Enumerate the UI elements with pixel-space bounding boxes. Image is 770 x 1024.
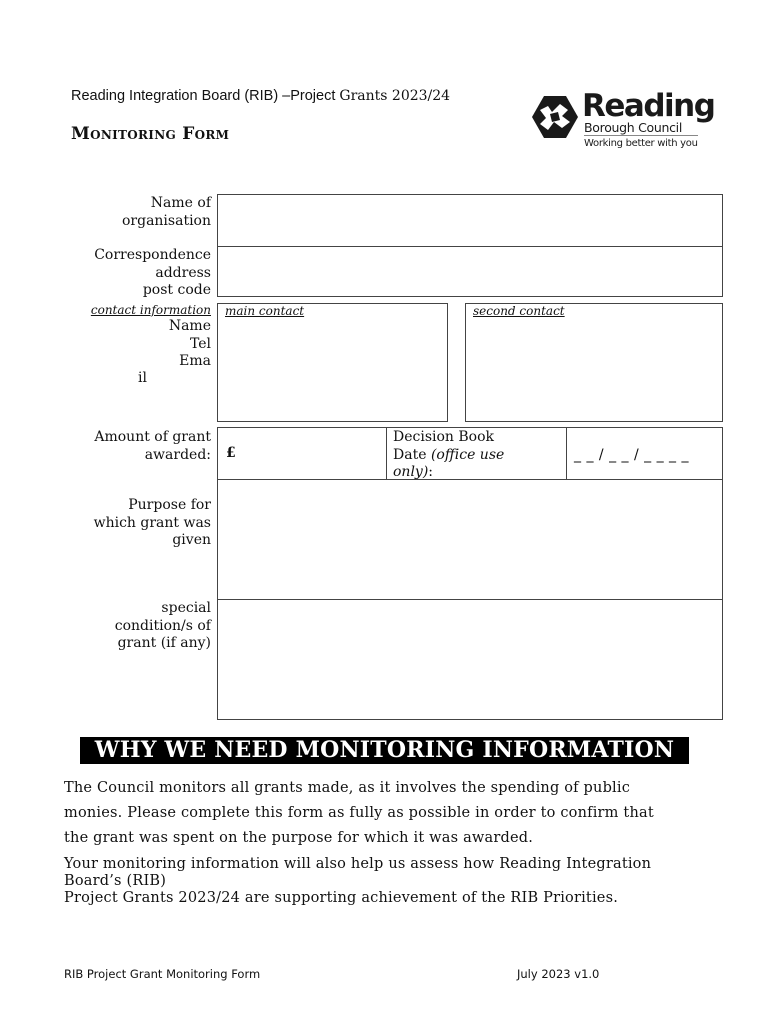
decision-date-field[interactable]: _ _ / _ _ / _ _ _ _	[574, 447, 689, 463]
contact-info-label: contact information Name Tel Ema	[90, 303, 211, 369]
para1-line3: the grant was spent on the purpose for which it was awarded.	[64, 830, 534, 846]
main-contact-label: main contact	[225, 304, 305, 318]
special-conditions-field[interactable]	[217, 599, 723, 720]
council-logo	[530, 88, 715, 154]
purpose-field[interactable]	[217, 478, 723, 600]
amount-row	[217, 427, 723, 480]
amount-label: Amount of grant awarded:	[94, 429, 211, 463]
decision-book-label: Decision Book Date (office use only):	[393, 429, 505, 480]
email-label-continued: il	[138, 370, 147, 386]
logo-subtitle: Borough Council	[584, 120, 683, 135]
main-contact-field[interactable]	[217, 303, 448, 422]
address-field[interactable]	[217, 245, 723, 297]
logo-divider	[584, 135, 698, 136]
amount-divider-2	[566, 428, 567, 479]
document-header	[71, 88, 450, 104]
footer-left: RIB Project Grant Monitoring Form	[64, 967, 261, 981]
para2-line1: Your monitoring information will also help us assess how Reading Integration	[64, 856, 652, 872]
para1-line2: monies. Please complete this form as fully as possible in order to confirm that	[64, 805, 654, 821]
header-year: Grants 2023/24	[339, 88, 451, 104]
second-contact-field[interactable]	[465, 303, 723, 422]
para1-line1: The Council monitors all grants made, as it involves the spending of public	[64, 780, 631, 796]
address-label: Correspondence address post code	[94, 247, 211, 298]
purpose-label: Purpose for which grant was given	[93, 497, 211, 548]
org-name-label: Name of organisation	[121, 195, 211, 229]
second-contact-label: second contact	[473, 304, 565, 318]
org-name-field[interactable]	[217, 194, 723, 247]
amount-divider-1	[386, 428, 387, 479]
logo-tagline: Working better with you	[584, 138, 698, 149]
amount-currency: £	[226, 445, 236, 461]
header-title: Reading Integration Board (RIB) –Project	[71, 88, 336, 104]
logo-word: Reading	[582, 88, 715, 124]
footer-right: July 2023 v1.0	[517, 967, 600, 981]
amount-input[interactable]	[238, 430, 384, 477]
para2-line2: Board’s (RIB)	[64, 873, 167, 889]
form-title: Monitoring Form	[71, 124, 230, 144]
logo-mark-icon	[530, 94, 580, 140]
section-banner: WHY WE NEED MONITORING INFORMATION	[80, 737, 689, 764]
special-conditions-label: special condition/s of grant (if any)	[114, 600, 211, 651]
para2-line3: Project Grants 2023/24 are supporting achievement of the RIB Priorities.	[64, 890, 619, 906]
